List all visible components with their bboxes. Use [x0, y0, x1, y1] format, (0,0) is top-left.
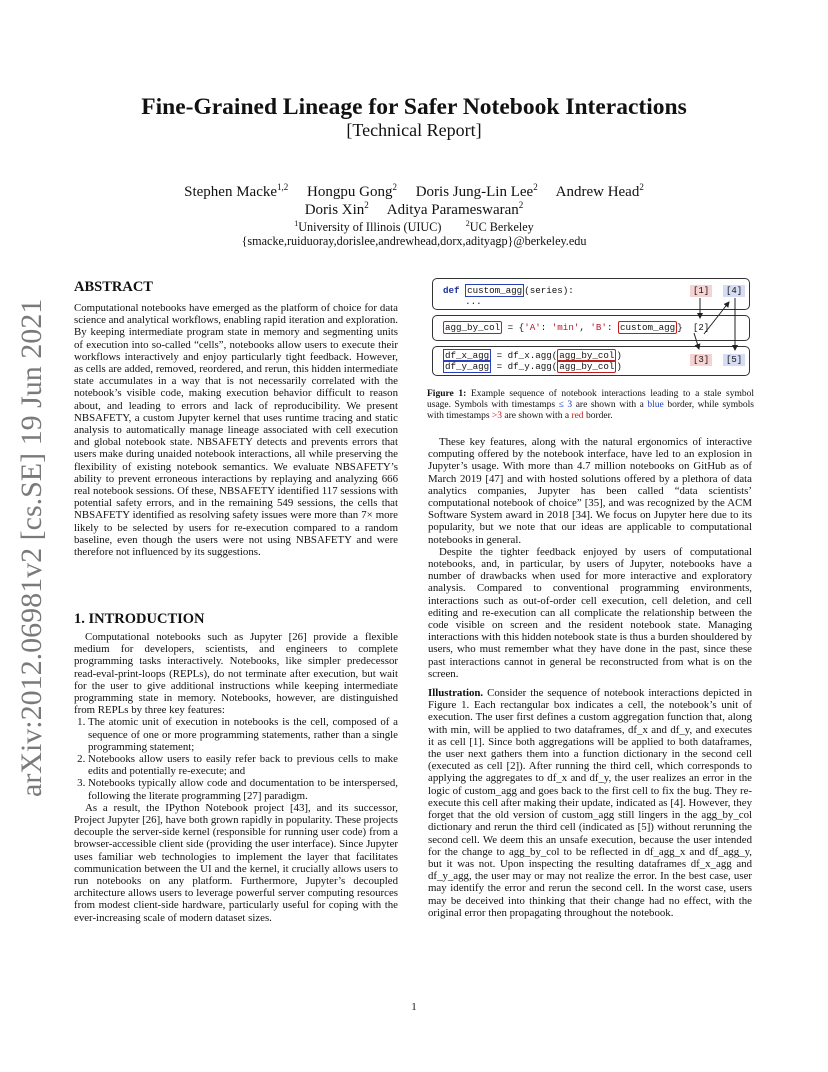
code-text: = df_y.agg( [491, 361, 558, 372]
right-column [428, 436, 752, 919]
execution-arrows [432, 278, 750, 382]
paper-subtitle: [Technical Report] [346, 120, 482, 140]
feature-list [74, 716, 398, 801]
code-text: (series): [524, 285, 574, 296]
right-paragraph-1: These key features, along with the natural ergonomics of interactive computing offered by the notebook interface, have led to an explosion in Jupyter’s usage. With more than 4.7 million notebooks on GitHub as of March 2019 [47] and with hosted solutions offered by a plethora of data analytics companies, Jupyter has been called “data scientists’ computational notebook of choice” [35], and was recognized by the ACM Software System award in 2018 [34]. We focus on Jupyter here due to its popularity, but we note that our ideas are applicable to computational notebooks in general. [428, 436, 752, 546]
symbol-agg-by-col: agg_by_col [445, 322, 501, 333]
code-text: = { [502, 322, 525, 333]
illustration-text: Consider the sequence of notebook interactions depicted in Figure 1. Each rectangular box indicates a cell, the notebook’s unit of execution. The user first defines a custom aggregation function that, along with min, will be applied to two dataframes, df_x and df_y, and executes it as cell [1]. Since both aggregations will be applied to both dataframes, the user next gathers them into a function dictionary in the second cell (executed as cell [2]). After running the third cell, which corresponds to applying the aggregates to df_x and df_y, the user realizes an error in the logic of custom_agg and goes back to the first cell to fix the bug. They re-execute this cell after making their update, indicated as [4]. However, they forget that the old version of custom_agg still lingers in the agg_by_col dictionary and rerun the third cell (indicated as [5]) without rerunning the second cell. We deem this an unsafe execution, because the user intended for the change to agg_by_col to be reflected in df_agg_x and df_agg_y, but it was not. Upon inspecting the resulting dataframes df_x_agg and df_y_agg, the user may or may not realize the error. In the best case, user may identify the error and rerun the second cell. In the worst case, users may be deceived into thinking that their change had no effect, with the original error then propagating throughout the notebook. [428, 687, 752, 919]
author-affil: 2 [518, 200, 524, 210]
author-affil: 2 [639, 182, 644, 192]
author: Doris Jung-Lin Lee [415, 184, 534, 200]
timestamp-2: [2] [693, 323, 710, 333]
list-item: 1. The atomic unit of execution in notebooks is the cell, composed of a sequence of one or more programming statements, rather than a single programming statement; [88, 716, 398, 753]
code-text: ) [616, 361, 622, 372]
author-affil: 2 [533, 182, 538, 192]
caption-text: red [571, 411, 584, 421]
caption-text: ≤ 3 [558, 400, 573, 410]
code-text: : [540, 322, 552, 333]
illustration-paragraph [428, 687, 752, 919]
figure-caption [427, 389, 754, 422]
code-keyword: def [443, 285, 460, 296]
abstract-heading: ABSTRACT [74, 279, 153, 295]
caption-text: >3 [491, 411, 503, 421]
caption-text: border, while symbols with timestamps [427, 400, 754, 421]
code-string: 'B' [590, 322, 607, 333]
code-text: ... [465, 296, 482, 307]
symbol-custom-agg: custom_agg [467, 285, 523, 296]
timestamp-4: [4] [723, 285, 745, 297]
intro-paragraph-2: As a result, the IPython Notebook project [43], and its successor, Project Jupyter [26], have both grown rapidly in popularity. These projects decouple the server-side kernel (responsible for running user code) from a browser-accessible client side (providing the user interface). Since Jupyter uses familiar web technologies to implement the layer that facilitates communication between the UI and the kernel, it crucially allows users to run notebooks on any platform. Furthermore, Jupyter’s decoupled architecture allows users to leverage powerful server computing resources from modest client-side hardware, particularly useful for coping with the ever-increasing scale of modern dataset sizes. [74, 801, 398, 924]
intro-paragraph-1: Computational notebooks such as Jupyter [26] provide a flexible medium for developers, scientists, and engineers to complete programming tasks interactively. Notebooks, like simpler predecessor read-eval-print-loops (REPLs), do not terminate after execution, but wait for the user to give additional instructions while keeping intermediate programming state in memory. Notebooks, however, are distinguished from REPLs by three key features: [74, 631, 398, 717]
symbol-agg-by-col: agg_by_col [559, 361, 615, 372]
authors-line-1 [0, 182, 828, 201]
symbol-agg-by-col: agg_by_col [559, 350, 615, 361]
caption-text: blue [647, 400, 664, 410]
affiliation-uiuc: University of Illinois (UIUC) [298, 220, 442, 235]
authors-line-2 [0, 200, 828, 219]
caption-text: are shown with a [502, 411, 572, 421]
right-paragraph-2: Despite the tighter feedback enjoyed by users of computational notebooks, and, in particular, by users of Jupyter, notebooks have a number of drawbacks when used for more interactive and exploratory analysis. Compared to conventional programming environments, interactions such as out-of-order cell execution, cell deletion, and cell editing and re-execution can all complicate the relationship between the code visible on screen and the resident notebook state. Managing interactions with this hidden notebook state is thus a burden shouldered by users, who must remember what they have done in the past, since these past interactions cannot in general be reconstructed from what is on the screen. [428, 545, 752, 680]
affil-mark: 2 [465, 219, 470, 228]
symbol-df-y-agg: df_y_agg [445, 361, 490, 372]
caption-text: Example sequence of notebook interactions leading to a stale symbol usage. Symbols with timestamps [427, 389, 754, 410]
arrow-2-to-3 [694, 333, 699, 349]
caption-label: Figure 1: [427, 389, 467, 399]
list-item: 2. Notebooks allow users to easily refer back to previous cells to make edits and potentially re-execute; and [88, 753, 398, 777]
abstract-text: Computational notebooks have emerged as the platform of choice for data science and analytical workflows, enabling rapid iteration and exploration. By keeping intermediate program state in memory and segmenting units of execution into so-called “cells”, notebooks allow users to execute their workflows interactively and enjoy particularly tight feedback. However, as cells are added, removed, reordered, and rerun, this hidden intermediate state accumulates in a way that is not necessarily correlated with the notebook’s visible code, making execution behavior difficult to reason about, and leading to errors and lack of reproducibility. We present NBSAFETY, a custom Jupyter kernel that uses runtime tracing and static analysis to automatically manage lineage associated with cell execution and global notebook state. NBSAFETY detects and prevents errors that users make during unaided notebook interactions, all while preserving the flexibility of existing notebook semantics. We evaluate NBSAFETY’s ability to prevent erroneous interactions by replaying and analyzing 666 real notebook sessions. Of these, NBSAFETY identified 117 sessions with potential safety errors, and in the remaining 549 sessions, the cells that NBSAFETY identified as resolving safety issues were more than 7× more likely to be selected by users for re-execution compared to a random baseline, even though the users were not using NBSAFETY and were therefore not influenced by its suggestions. [74, 302, 398, 559]
timestamp-1: [1] [690, 285, 712, 297]
intro-body [74, 631, 398, 924]
code-text: ) [616, 350, 622, 361]
author-affil: 2 [392, 182, 397, 192]
list-item: 3. Notebooks typically allow code and documentation to be interspersed, following the literate programming [27] paradigm. [88, 777, 398, 801]
caption-text: are shown with a [572, 400, 648, 410]
affiliations [0, 219, 828, 235]
timestamp-5: [5] [723, 354, 745, 366]
author-affil: 1,2 [277, 182, 289, 192]
caption-text: border. [583, 411, 613, 421]
code-string: 'min' [551, 322, 580, 333]
code-text: = df_x.agg( [491, 350, 558, 361]
arxiv-identifier: arXiv:2012.06981v2 [cs.SE] 19 Jun 2021 [15, 298, 48, 797]
figure-1 [432, 278, 750, 382]
symbol-df-x-agg: df_x_agg [445, 350, 490, 361]
author: Stephen Macke [184, 184, 278, 200]
affiliation-berkeley: UC Berkeley [469, 220, 534, 235]
paper-title: Fine-Grained Lineage for Safer Notebook Interactions [141, 94, 687, 120]
affil-mark: 1 [294, 219, 299, 228]
author-affil: 2 [364, 200, 369, 210]
intro-heading: 1. INTRODUCTION [74, 611, 205, 627]
author: Doris Xin [304, 202, 365, 218]
author: Aditya Parameswaran [386, 202, 519, 218]
code-text: } [677, 322, 683, 333]
code-string: 'A' [524, 322, 541, 333]
illustration-lead: Illustration. [428, 687, 484, 700]
symbol-custom-agg: custom_agg [619, 322, 676, 333]
code-text: : [606, 322, 618, 333]
page-number: 1 [411, 1001, 417, 1013]
abstract-body [74, 302, 398, 558]
author: Andrew Head [555, 184, 640, 200]
code-text: , [579, 322, 591, 333]
arrow-2-to-4 [704, 302, 729, 334]
author: Hongpu Gong [307, 184, 393, 200]
timestamp-3: [3] [690, 354, 712, 366]
author-emails: {smacke,ruiduoray,dorislee,andrewhead,dorx,adityagp}@berkeley.edu [241, 234, 587, 248]
